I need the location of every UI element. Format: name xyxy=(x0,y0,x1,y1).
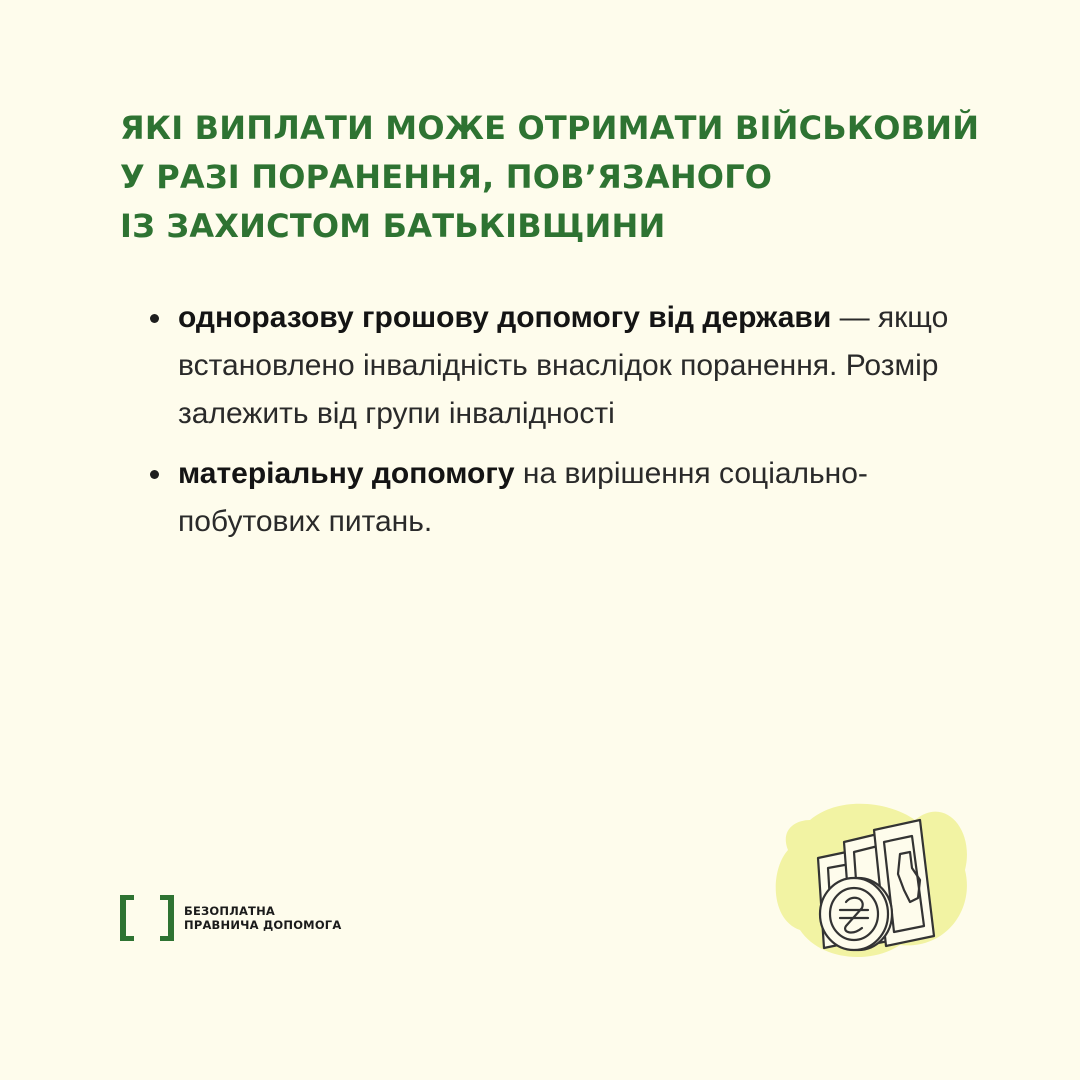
payments-list xyxy=(0,294,1080,558)
logo-line-2: ПРАВНИЧА ДОПОМОГА xyxy=(184,918,342,932)
bullet-dot-icon xyxy=(150,470,159,479)
list-item-bold-text: матеріальну допомогу xyxy=(178,457,515,490)
list-item-bold-text: одноразову грошову допомогу від держави xyxy=(178,301,832,334)
brackets-logo-icon xyxy=(120,895,174,941)
title-line-3: ІЗ ЗАХИСТОМ БАТЬКІВЩИНИ xyxy=(120,207,666,245)
page-title xyxy=(120,104,1020,251)
list-item-text: на вирішення соціально-побутових питань. xyxy=(178,457,868,538)
list-item-one-time-aid xyxy=(178,294,978,438)
title-line-1: ЯКІ ВИПЛАТИ МОЖЕ ОТРИМАТИ ВІЙСЬКОВИЙ xyxy=(120,109,980,147)
bullet-dot-icon xyxy=(150,314,159,323)
logo-line-1: БЕЗОПЛАТНА xyxy=(184,904,276,918)
list-item-material-aid xyxy=(178,450,978,546)
logo xyxy=(120,895,341,941)
list-item-text: — якщо встановлено інвалідність внаслідок поранення. Розмір залежить від групи інвалідності xyxy=(178,301,949,430)
logo-text xyxy=(184,904,341,932)
money-coins-icon xyxy=(770,790,975,965)
title-line-2: У РАЗІ ПОРАНЕННЯ, ПОВ’ЯЗАНОГО xyxy=(120,158,773,196)
